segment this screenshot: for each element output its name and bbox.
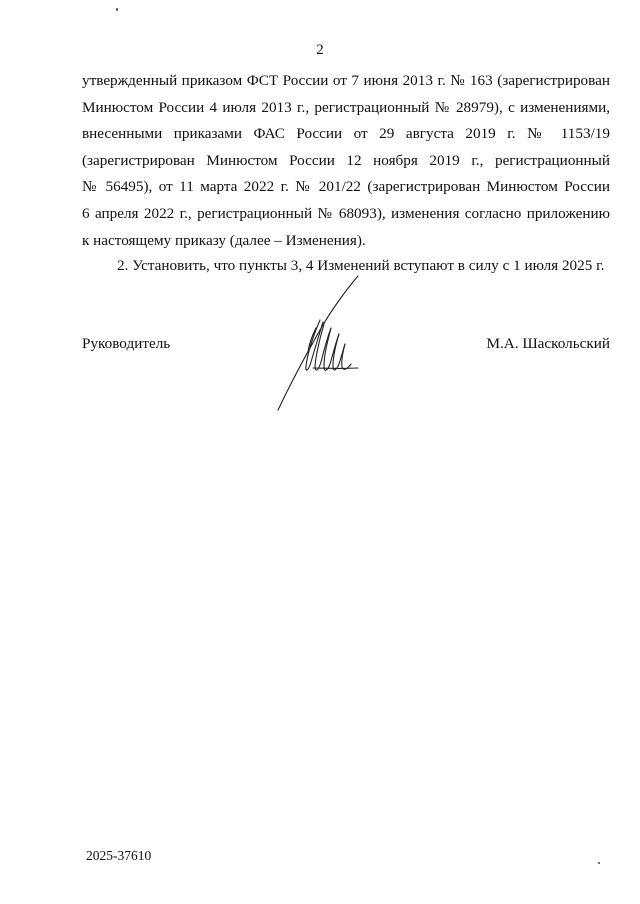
scan-speck: [598, 862, 600, 864]
paragraph-1-line: 6 апреля 2022 г., регистрационный № 68093), изменения согласно приложению: [82, 204, 610, 222]
document-code: 2025-37610: [86, 848, 152, 863]
paragraph-1-line: к настоящему приказу (далее – Изменения).: [82, 231, 366, 249]
paragraph-1-line: внесенными приказами ФАС России от 29 августа 2019 г. № 1153/19: [82, 125, 610, 143]
handwritten-signature: [268, 272, 378, 417]
paragraph-1: [82, 68, 610, 254]
paragraph-1-line: № 56495), от 11 марта 2022 г. № 201/22 (зарегистрирован Минюстом России: [82, 178, 610, 196]
paragraph-2: 2. Установить, что пункты 3, 4 Изменений вступают в силу с 1 июля 2025 г.: [117, 257, 605, 274]
paragraph-1-line: утвержденный приказом ФСТ России от 7 июня 2013 г. № 163 (зарегистрирован: [82, 72, 610, 89]
signer-name: М.А. Шаскольский: [486, 335, 610, 352]
signer-role: Руководитель: [82, 335, 171, 352]
paragraph-1-line: Минюстом России 4 июля 2013 г., регистрационный № 28979), с изменениями,: [82, 98, 610, 116]
page-number: 2: [316, 42, 324, 58]
paragraph-1-line: (зарегистрирован Минюстом России 12 ноября 2019 г., регистрационный: [82, 151, 610, 169]
scan-speck: [116, 8, 118, 11]
